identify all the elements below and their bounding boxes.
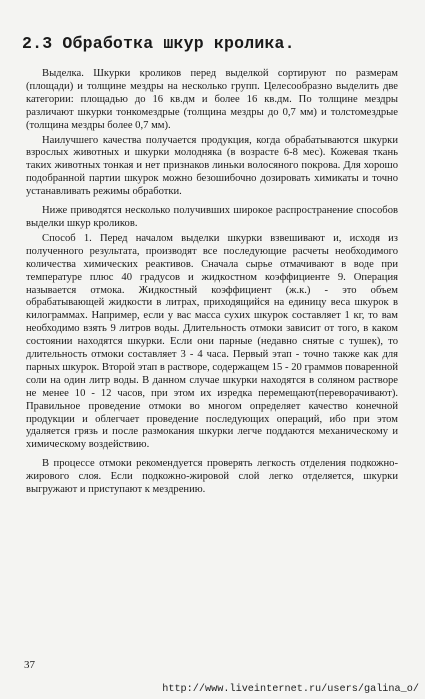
paragraph: Ниже приводятся несколько получивших широкое распространение способов выделки шкур кроликов. — [26, 205, 398, 229]
source-url-watermark: http://www.liveinternet.ru/users/galina_o/ — [162, 684, 419, 695]
paragraph: Способ 1. Перед началом выделки шкурки взвешивают и, исходя из полученного результата, производят все последующие расчеты необходимого количества химических реактивов. Сначала сырье отмачивают в воде при температуре плюс 40 градусов и жидкостном коэффициенте 9. Операция называется отмока. Жидкостный коэффициент (ж.к.) - это объем обрабатывающей жидкости в литрах, приходящийся на единицу веса шкурок в килограммах. Например, если у вас масса сухих шкурок составляет 1 кг, то вам необходимо взять 9 литров воды. Длительность отмоки зависит от того, в каком состоянии находятся шкурки. Если они парные (недавно снятые с тушек), то длительность отмоки составляет 3 - 4 часа. Первый этап - точно также как для парных шкурок. Второй этап в растворе, содержащем 15 - 20 граммов поваренной соли на один литр воды. В данном случае шкурки находятся в соляном растворе не менее 10 - 12 часов, при этом их изредка перемещают(переворачивают). Правильное проведение отмоки во многом определяет качество конечной продукции и облегчает проведение последующих операций, ибо при этом удаляется грязь и после размокания шкурки легче поддаются механическому и химическому воздействию. — [26, 232, 398, 451]
paragraph: Наилучшего качества получается продукция, когда обрабатываются шкурки взрослых животных и шкурки молодняка (в возрасте 6-8 мес). Кожевая ткань таких животных тонкая и нет признаков линьки волосяного покрова. Для хорошо подобранной партии шкурок можно безошибочно дозировать химикаты и точно устанавливать режимы обработки. — [26, 134, 398, 198]
section-heading: 2.3 Обработка шкур кролика. — [22, 34, 295, 53]
paragraph: В процессе отмоки рекомендуется проверять легкость отделения подкожно-жирового слоя. Если подкожно-жировой слой легко отделяется, шкурки выгружают и приступают к мездрению. — [26, 458, 398, 496]
body-text — [26, 68, 398, 499]
paragraph: Выделка. Шкурки кроликов перед выделкой сортируют по размерам (площади) и толщине мездры на несколько групп. Целесообразно выделить две категории: площадью до 16 кв.дм и более 16 кв.дм. По толщине мездры различают шкурки тонкомездрые (толщина мездры до 0,7 мм) и толстомездрые (толщина мездры более 0,7 мм). — [26, 68, 398, 131]
page-number: 37 — [24, 659, 35, 671]
